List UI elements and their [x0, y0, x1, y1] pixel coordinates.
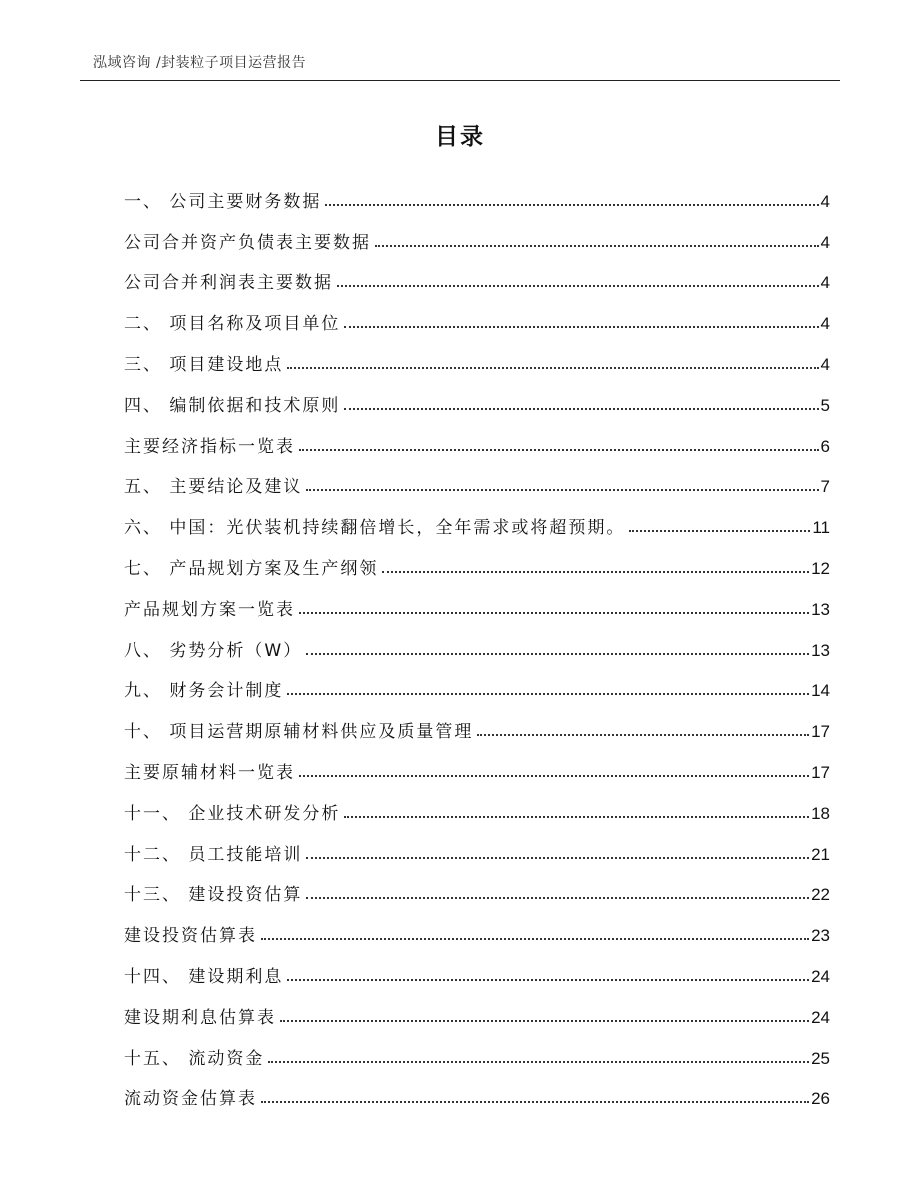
toc-dot-leader	[306, 897, 809, 899]
toc-entry[interactable]	[124, 661, 830, 702]
toc-entry-label: 十三、 建设投资估算	[124, 885, 303, 906]
toc-dot-leader	[382, 571, 809, 573]
toc-entry-label: 十、 项目运营期原辅材料供应及质量管理	[124, 722, 474, 743]
toc-entry[interactable]	[124, 1069, 830, 1110]
toc-entry[interactable]	[124, 212, 830, 253]
toc-entry-label: 十四、 建设期利息	[124, 966, 284, 987]
toc-entry-label: 七、 产品规划方案及生产纲领	[124, 558, 379, 579]
toc-entry[interactable]	[124, 905, 830, 946]
toc-entry-label: 一、 公司主要财务数据	[124, 191, 322, 212]
toc-dot-leader	[299, 612, 809, 614]
toc-entry[interactable]	[124, 375, 830, 416]
toc-entry[interactable]	[124, 416, 830, 457]
header-rule	[80, 80, 840, 81]
toc-entry-label: 十一、 企业技术研发分析	[124, 803, 341, 824]
toc-entry-page-number: 14	[811, 681, 830, 701]
toc-entry-label: 十二、 员工技能培训	[124, 844, 303, 865]
toc-entry-label: 主要原辅材料一览表	[124, 762, 295, 783]
toc-entry-label: 建设期利息估算表	[124, 1007, 276, 1028]
toc-entry-label: 流动资金估算表	[124, 1089, 257, 1110]
page-title: 目录	[435, 124, 485, 150]
toc-entry-page-number: 13	[811, 599, 830, 619]
page-header: 泓域咨询 /封装粒子项目运营报告	[93, 55, 307, 71]
toc-dot-leader	[306, 489, 818, 491]
toc-entry[interactable]	[124, 579, 830, 620]
toc-entry[interactable]	[124, 334, 830, 375]
toc-entry-label: 三、 项目建设地点	[124, 354, 284, 375]
toc-entry-label: 四、 编制依据和技术原则	[124, 395, 341, 416]
toc-entry[interactable]	[124, 783, 830, 824]
toc-entry[interactable]	[124, 701, 830, 742]
toc-dot-leader	[629, 530, 810, 532]
toc-entry-page-number: 5	[820, 395, 830, 415]
toc-dot-leader	[280, 1020, 809, 1022]
toc-dot-leader	[268, 1061, 809, 1063]
toc-entry-label: 十五、 流动资金	[124, 1048, 265, 1069]
toc-entry-label: 公司合并资产负债表主要数据	[124, 232, 371, 253]
toc-dot-leader	[344, 326, 818, 328]
table-of-contents	[124, 171, 830, 1109]
toc-dot-leader	[261, 938, 809, 940]
toc-entry-page-number: 17	[811, 762, 830, 782]
toc-entry-page-number: 26	[811, 1089, 830, 1109]
toc-entry[interactable]	[124, 742, 830, 783]
toc-entry[interactable]	[124, 946, 830, 987]
toc-dot-leader	[337, 285, 819, 287]
toc-entry[interactable]	[124, 293, 830, 334]
toc-entry[interactable]	[124, 538, 830, 579]
toc-entry-label: 九、 财务会计制度	[124, 681, 284, 702]
toc-entry-label: 产品规划方案一览表	[124, 599, 295, 620]
toc-entry[interactable]	[124, 824, 830, 865]
toc-dot-leader	[287, 979, 809, 981]
toc-entry-page-number: 12	[811, 558, 830, 578]
toc-entry[interactable]	[124, 457, 830, 498]
toc-entry[interactable]	[124, 171, 830, 212]
toc-entry-page-number: 4	[820, 232, 830, 252]
toc-entry[interactable]	[124, 987, 830, 1028]
toc-entry-label: 八、 劣势分析（W）	[124, 640, 303, 661]
toc-entry-page-number: 22	[811, 885, 830, 905]
toc-entry-label: 六、 中国：光伏装机持续翻倍增长，全年需求或将超预期。	[124, 518, 626, 539]
toc-entry-page-number: 25	[811, 1048, 830, 1068]
toc-entry-page-number: 18	[811, 803, 830, 823]
toc-dot-leader	[306, 857, 809, 859]
toc-dot-leader	[344, 816, 809, 818]
toc-entry-page-number: 4	[820, 314, 830, 334]
toc-entry-page-number: 24	[811, 1007, 830, 1027]
toc-entry-page-number: 13	[811, 640, 830, 660]
toc-dot-leader	[299, 775, 809, 777]
toc-entry-page-number: 21	[811, 844, 830, 864]
toc-dot-leader	[325, 204, 818, 206]
toc-entry[interactable]	[124, 253, 830, 294]
toc-dot-leader	[306, 653, 809, 655]
toc-dot-leader	[375, 245, 819, 247]
toc-entry[interactable]	[124, 497, 830, 538]
toc-dot-leader	[261, 1101, 809, 1103]
toc-entry[interactable]	[124, 620, 830, 661]
toc-entry-page-number: 11	[812, 518, 830, 538]
toc-entry-page-number: 6	[820, 436, 830, 456]
toc-entry-page-number: 4	[820, 354, 830, 374]
toc-entry-page-number: 23	[811, 926, 830, 946]
toc-entry-label: 主要经济指标一览表	[124, 436, 295, 457]
toc-dot-leader	[344, 408, 818, 410]
toc-dot-leader	[299, 449, 819, 451]
toc-dot-leader	[287, 693, 809, 695]
toc-entry[interactable]	[124, 865, 830, 906]
toc-entry-page-number: 4	[820, 273, 830, 293]
toc-dot-leader	[477, 734, 809, 736]
toc-entry-page-number: 7	[820, 477, 830, 497]
toc-entry-label: 公司合并利润表主要数据	[124, 273, 333, 294]
toc-entry-label: 五、 主要结论及建议	[124, 477, 303, 498]
toc-entry-page-number: 24	[811, 966, 830, 986]
toc-entry-page-number: 4	[820, 191, 830, 211]
toc-entry-label: 建设投资估算表	[124, 926, 257, 947]
toc-entry-label: 二、 项目名称及项目单位	[124, 314, 341, 335]
toc-dot-leader	[287, 367, 818, 369]
toc-entry-page-number: 17	[811, 722, 830, 742]
toc-entry[interactable]	[124, 1028, 830, 1069]
